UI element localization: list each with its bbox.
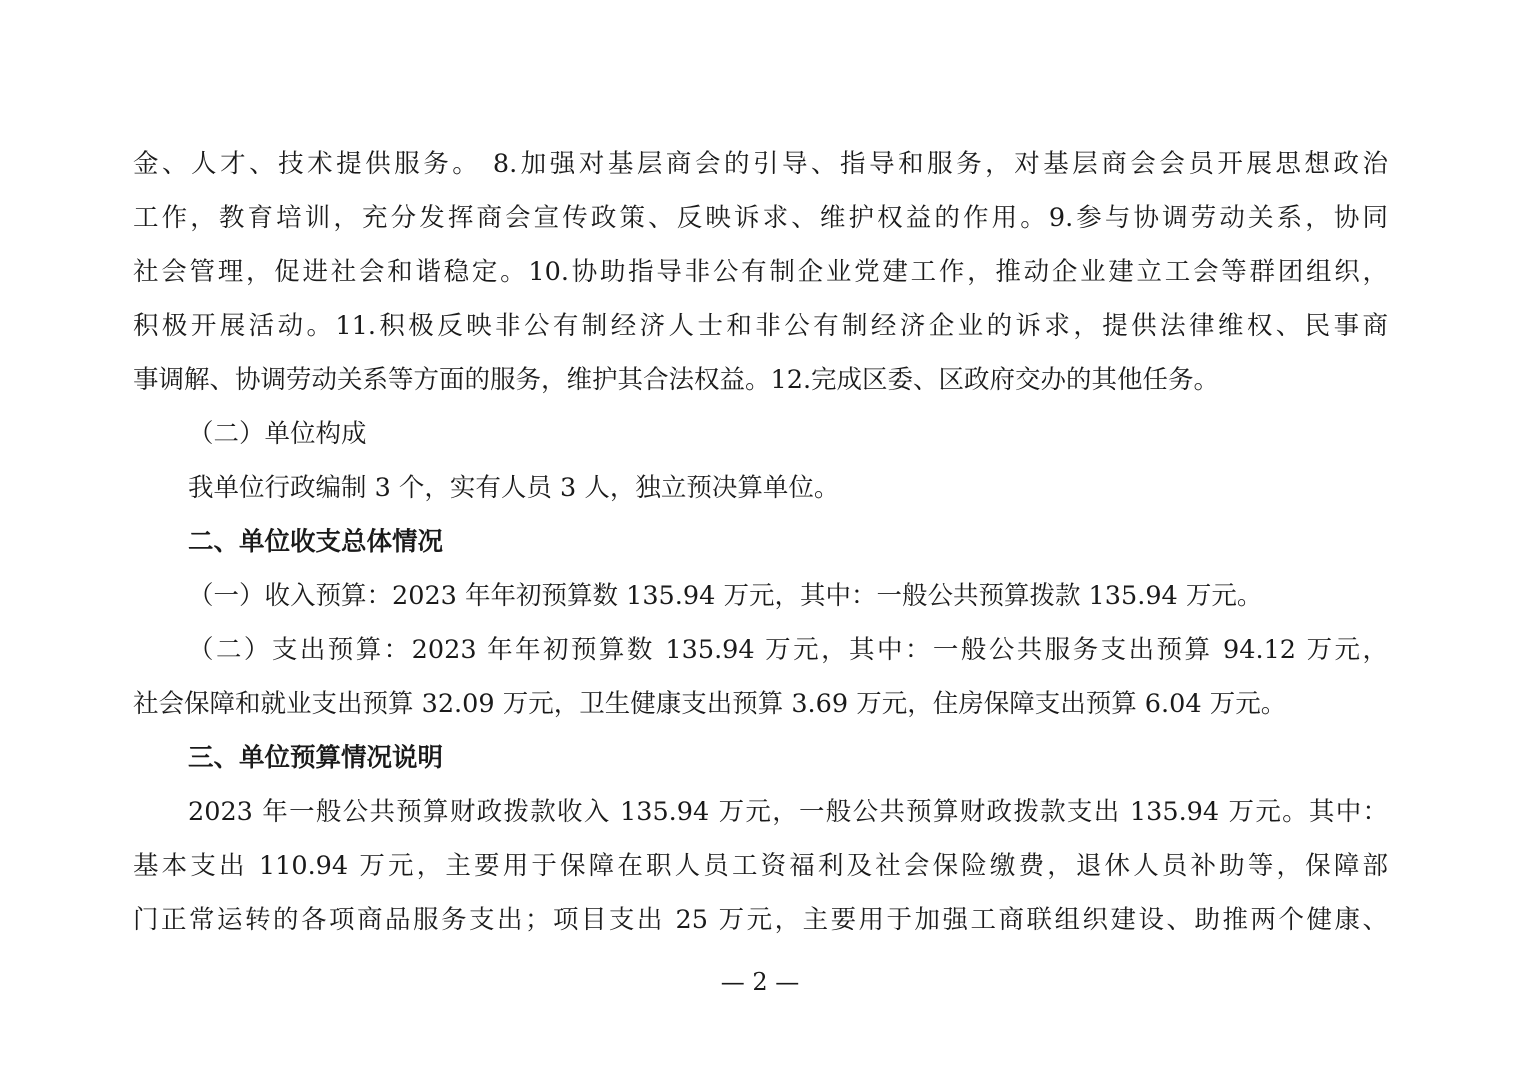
body-text-line: 社会管理，促进社会和谐稳定。10.协助指导非公有制企业党建工作，推动企业建立工会等群团组织，: [133, 257, 1388, 287]
body-text-line: （一）收入预算：2023 年年初预算数 135.94 万元，其中：一般公共预算拨款 135.94 万元。: [188, 581, 1263, 611]
body-text-line: 积极开展活动。11.积极反映非公有制经济人士和非公有制经济企业的诉求，提供法律维权、民事商: [133, 311, 1388, 341]
body-text-line: 我单位行政编制 3 个，实有人员 3 人，独立预决算单位。: [188, 473, 840, 503]
body-text-line: 门正常运转的各项商品服务支出；项目支出 25 万元，主要用于加强工商联组织建设、助推两个健康、: [133, 905, 1388, 935]
body-text-line: 金、人才、技术提供服务。 8.加强对基层商会的引导、指导和服务，对基层商会会员开展思想政治: [133, 149, 1388, 179]
page-number: — 2 —: [720, 968, 800, 996]
body-text-line: 工作，教育培训，充分发挥商会宣传政策、反映诉求、维护权益的作用。9.参与协调劳动关系，协同: [133, 203, 1388, 233]
subsection-heading: （二）单位构成: [188, 419, 367, 449]
body-text-line: 基本支出 110.94 万元，主要用于保障在职人员工资福利及社会保险缴费，退休人员补助等，保障部: [133, 851, 1388, 881]
section-heading: 二、单位收支总体情况: [188, 527, 444, 557]
body-text-line: 社会保障和就业支出预算 32.09 万元，卫生健康支出预算 3.69 万元，住房保障支出预算 6.04 万元。: [133, 689, 1287, 719]
section-heading: 三、单位预算情况说明: [188, 743, 444, 773]
body-text-line: 事调解、协调劳动关系等方面的服务，维护其合法权益。12.完成区委、区政府交办的其他任务。: [133, 365, 1220, 395]
body-text-line: 2023 年一般公共预算财政拨款收入 135.94 万元，一般公共预算财政拨款支出 135.94 万元。其中：: [188, 797, 1388, 827]
body-text-line: （二）支出预算：2023 年年初预算数 135.94 万元，其中：一般公共服务支出预算 94.12 万元，: [188, 635, 1388, 665]
